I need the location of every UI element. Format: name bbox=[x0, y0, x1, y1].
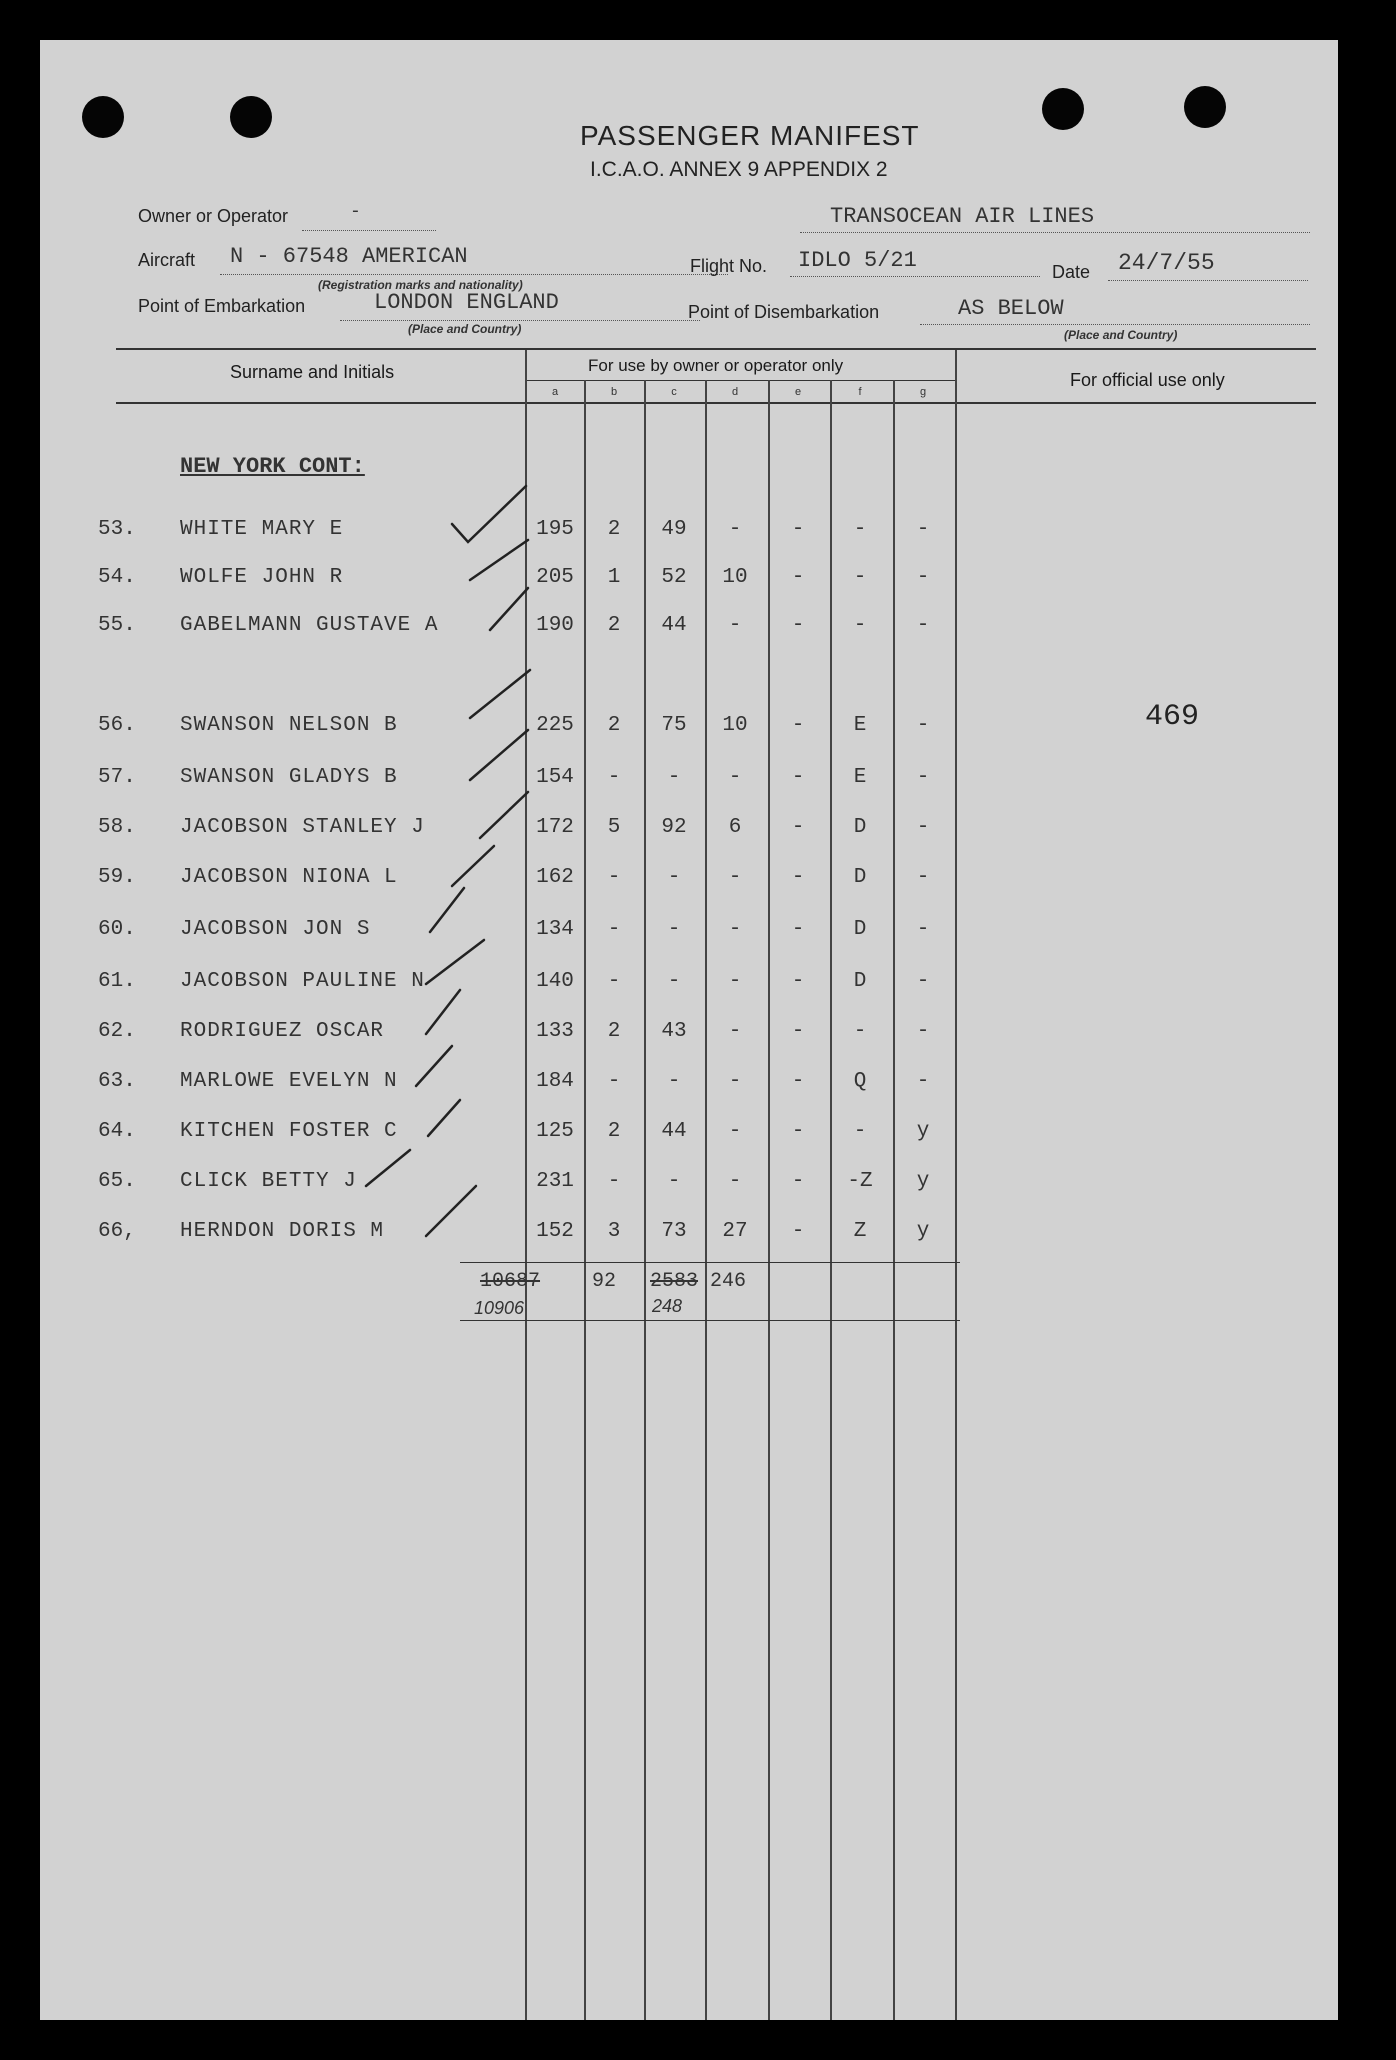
row-number: 64. bbox=[98, 1120, 136, 1143]
flight-label: Flight No. bbox=[690, 256, 768, 276]
cell-b: 2 bbox=[607, 1020, 621, 1043]
cell-d: 10 bbox=[722, 566, 748, 589]
cell-a: 184 bbox=[536, 1070, 574, 1093]
cell-a: 133 bbox=[536, 1020, 574, 1043]
passenger-name: MARLOWE EVELYN N bbox=[180, 1070, 398, 1093]
passenger-name: SWANSON GLADYS B bbox=[180, 766, 398, 789]
cell-g: - bbox=[916, 1020, 930, 1043]
cell-a: 125 bbox=[536, 1120, 574, 1143]
col-surname: Surname and Initials bbox=[230, 362, 395, 382]
cell-d: - bbox=[728, 766, 742, 789]
cell-a: 231 bbox=[536, 1170, 574, 1193]
cell-e: - bbox=[791, 1020, 805, 1043]
cell-g: - bbox=[916, 970, 930, 993]
passenger-name: KITCHEN FOSTER C bbox=[180, 1120, 398, 1143]
cell-b: - bbox=[607, 918, 621, 941]
subcol-g: g bbox=[919, 386, 927, 398]
row-number: 53. bbox=[98, 518, 136, 541]
cell-g: y bbox=[916, 1220, 930, 1243]
cell-f: D bbox=[853, 918, 867, 941]
row-number: 66, bbox=[98, 1220, 136, 1243]
cell-f: D bbox=[853, 970, 867, 993]
total-a-struck: 10687 bbox=[480, 1270, 541, 1293]
cell-c: 75 bbox=[661, 714, 687, 737]
section-heading: NEW YORK CONT: bbox=[180, 454, 365, 479]
cell-g: - bbox=[916, 714, 930, 737]
cell-g: - bbox=[916, 614, 930, 637]
passenger-name: HERNDON DORIS M bbox=[180, 1220, 385, 1243]
cell-c: 73 bbox=[661, 1220, 687, 1243]
aircraft-value: N - 67548 AMERICAN bbox=[230, 244, 468, 269]
date-label: Date bbox=[1052, 262, 1091, 282]
cell-d: - bbox=[728, 1170, 742, 1193]
cell-f: - bbox=[853, 614, 867, 637]
cell-e: - bbox=[791, 866, 805, 889]
check-mark bbox=[366, 1150, 410, 1186]
cell-a: 134 bbox=[536, 918, 574, 941]
cell-b: 3 bbox=[607, 1220, 621, 1243]
cell-g: - bbox=[916, 1070, 930, 1093]
cell-e: - bbox=[791, 566, 805, 589]
cell-c: - bbox=[667, 1070, 681, 1093]
cell-b: 2 bbox=[607, 614, 621, 637]
cell-c: 44 bbox=[661, 614, 687, 637]
total-c-hand: 248 bbox=[652, 1296, 683, 1316]
check-marks bbox=[40, 40, 1338, 2020]
cell-b: 1 bbox=[607, 566, 621, 589]
cell-b: - bbox=[607, 1070, 621, 1093]
cell-f: D bbox=[853, 816, 867, 839]
cell-d: - bbox=[728, 1020, 742, 1043]
cell-b: - bbox=[607, 866, 621, 889]
cell-b: 2 bbox=[607, 518, 621, 541]
cell-a: 172 bbox=[536, 816, 574, 839]
total-d: 246 bbox=[710, 1270, 747, 1293]
row-number: 60. bbox=[98, 918, 136, 941]
subcol-f: f bbox=[858, 386, 862, 398]
cell-g: - bbox=[916, 566, 930, 589]
cell-b: 5 bbox=[607, 816, 621, 839]
subcol-d: d bbox=[731, 386, 739, 398]
cell-b: 2 bbox=[607, 1120, 621, 1143]
row-number: 61. bbox=[98, 970, 136, 993]
check-mark bbox=[426, 1186, 476, 1236]
cell-a: 190 bbox=[536, 614, 574, 637]
cell-e: - bbox=[791, 1120, 805, 1143]
cell-e: - bbox=[791, 816, 805, 839]
check-mark bbox=[426, 940, 484, 984]
embark-value: LONDON ENGLAND bbox=[374, 290, 559, 315]
passenger-name: WOLFE JOHN R bbox=[180, 566, 344, 589]
cell-g: - bbox=[916, 918, 930, 941]
cell-d: - bbox=[728, 970, 742, 993]
cell-c: - bbox=[667, 918, 681, 941]
row-number: 62. bbox=[98, 1020, 136, 1043]
row-number: 63. bbox=[98, 1070, 136, 1093]
cell-e: - bbox=[791, 766, 805, 789]
cell-g: y bbox=[916, 1170, 930, 1193]
cell-a: 205 bbox=[536, 566, 574, 589]
passenger-name: WHITE MARY E bbox=[180, 518, 344, 541]
cell-f: Z bbox=[853, 1220, 867, 1243]
cell-g: - bbox=[916, 866, 930, 889]
check-mark bbox=[470, 730, 528, 780]
check-mark bbox=[452, 846, 494, 886]
subcol-e: e bbox=[794, 386, 802, 398]
cell-d: - bbox=[728, 1070, 742, 1093]
cell-e: - bbox=[791, 918, 805, 941]
cell-e: - bbox=[791, 714, 805, 737]
total-b: 92 bbox=[592, 1270, 617, 1293]
passenger-name: GABELMANN GUSTAVE A bbox=[180, 614, 439, 637]
cell-f: - bbox=[853, 566, 867, 589]
cell-b: - bbox=[607, 766, 621, 789]
embark-label: Point of Embarkation bbox=[138, 296, 306, 316]
cell-e: - bbox=[791, 1220, 805, 1243]
cell-g: - bbox=[916, 816, 930, 839]
cell-e: - bbox=[791, 1070, 805, 1093]
cell-f: Q bbox=[853, 1070, 867, 1093]
official-number-stamp: 469 bbox=[1145, 700, 1200, 734]
cell-a: 225 bbox=[536, 714, 574, 737]
cell-d: - bbox=[728, 918, 742, 941]
cell-e: - bbox=[791, 1170, 805, 1193]
check-mark bbox=[428, 1100, 460, 1136]
row-number: 65. bbox=[98, 1170, 136, 1193]
cell-f: E bbox=[853, 714, 867, 737]
manifest-page bbox=[40, 40, 1338, 2020]
cell-d: - bbox=[728, 614, 742, 637]
passenger-name: JACOBSON STANLEY J bbox=[180, 816, 425, 839]
cell-f: - bbox=[853, 1120, 867, 1143]
cell-a: 154 bbox=[536, 766, 574, 789]
cell-c: - bbox=[667, 970, 681, 993]
date-value: 24/7/55 bbox=[1118, 250, 1215, 276]
page-subtitle: I.C.A.O. ANNEX 9 APPENDIX 2 bbox=[590, 158, 888, 181]
cell-d: 27 bbox=[722, 1220, 748, 1243]
cell-a: 152 bbox=[536, 1220, 574, 1243]
page-title: PASSENGER MANIFEST bbox=[580, 120, 920, 151]
cell-b: 2 bbox=[607, 714, 621, 737]
passenger-name: CLICK BETTY J bbox=[180, 1170, 357, 1193]
check-mark bbox=[470, 540, 528, 580]
owner-value: - bbox=[350, 202, 361, 222]
subcol-c: c bbox=[671, 386, 677, 398]
cell-c: 44 bbox=[661, 1120, 687, 1143]
cell-c: 92 bbox=[661, 816, 687, 839]
cell-e: - bbox=[791, 970, 805, 993]
owner-label: Owner or Operator bbox=[138, 206, 289, 226]
cell-f: - bbox=[853, 1020, 867, 1043]
cell-e: - bbox=[791, 614, 805, 637]
total-a-hand: 10906 bbox=[474, 1298, 525, 1318]
cell-d: 6 bbox=[728, 816, 742, 839]
subcol-a: a bbox=[551, 386, 559, 398]
cell-c: 43 bbox=[661, 1020, 687, 1043]
col-owner: For use by owner or operator only bbox=[588, 356, 844, 375]
cell-b: - bbox=[607, 970, 621, 993]
check-mark bbox=[452, 486, 526, 542]
cell-c: - bbox=[667, 866, 681, 889]
col-official: For official use only bbox=[1070, 370, 1225, 390]
cell-c: 49 bbox=[661, 518, 687, 541]
check-mark bbox=[480, 792, 528, 838]
total-c-struck: 2583 bbox=[650, 1270, 699, 1293]
cell-c: - bbox=[667, 1170, 681, 1193]
cell-a: 140 bbox=[536, 970, 574, 993]
passenger-name: JACOBSON PAULINE N bbox=[180, 970, 425, 993]
cell-d: - bbox=[728, 518, 742, 541]
subcol-b: b bbox=[610, 386, 618, 398]
passenger-name: RODRIGUEZ OSCAR bbox=[180, 1020, 385, 1043]
row-number: 58. bbox=[98, 816, 136, 839]
cell-a: 195 bbox=[536, 518, 574, 541]
cell-f: -Z bbox=[847, 1170, 873, 1193]
row-number: 54. bbox=[98, 566, 136, 589]
disembark-value: AS BELOW bbox=[958, 296, 1064, 321]
check-mark bbox=[470, 670, 530, 718]
cell-f: - bbox=[853, 518, 867, 541]
cell-a: 162 bbox=[536, 866, 574, 889]
disembark-label: Point of Disembarkation bbox=[688, 302, 880, 322]
cell-g: - bbox=[916, 766, 930, 789]
cell-e: - bbox=[791, 518, 805, 541]
row-number: 57. bbox=[98, 766, 136, 789]
row-number: 56. bbox=[98, 714, 136, 737]
operator-name: TRANSOCEAN AIR LINES bbox=[830, 204, 1095, 229]
flight-value: IDLO 5/21 bbox=[798, 248, 917, 273]
check-mark bbox=[426, 990, 460, 1034]
embark-note: (Place and Country) bbox=[408, 322, 522, 336]
cell-c: - bbox=[667, 766, 681, 789]
cell-b: - bbox=[607, 1170, 621, 1193]
cell-d: - bbox=[728, 1120, 742, 1143]
passenger-name: JACOBSON NIONA L bbox=[180, 866, 398, 889]
check-mark bbox=[490, 588, 528, 630]
cell-c: 52 bbox=[661, 566, 687, 589]
row-number: 55. bbox=[98, 614, 136, 637]
passenger-name: SWANSON NELSON B bbox=[180, 714, 398, 737]
disembark-note: (Place and Country) bbox=[1064, 328, 1178, 342]
cell-d: 10 bbox=[722, 714, 748, 737]
row-number: 59. bbox=[98, 866, 136, 889]
aircraft-note: (Registration marks and nationality) bbox=[318, 278, 523, 292]
cell-g: y bbox=[916, 1120, 930, 1143]
cell-f: D bbox=[853, 866, 867, 889]
passenger-name: JACOBSON JON S bbox=[180, 918, 371, 941]
check-mark bbox=[416, 1046, 452, 1086]
aircraft-label: Aircraft bbox=[138, 250, 196, 270]
cell-d: - bbox=[728, 866, 742, 889]
cell-g: - bbox=[916, 518, 930, 541]
cell-f: E bbox=[853, 766, 867, 789]
check-mark bbox=[430, 888, 464, 932]
